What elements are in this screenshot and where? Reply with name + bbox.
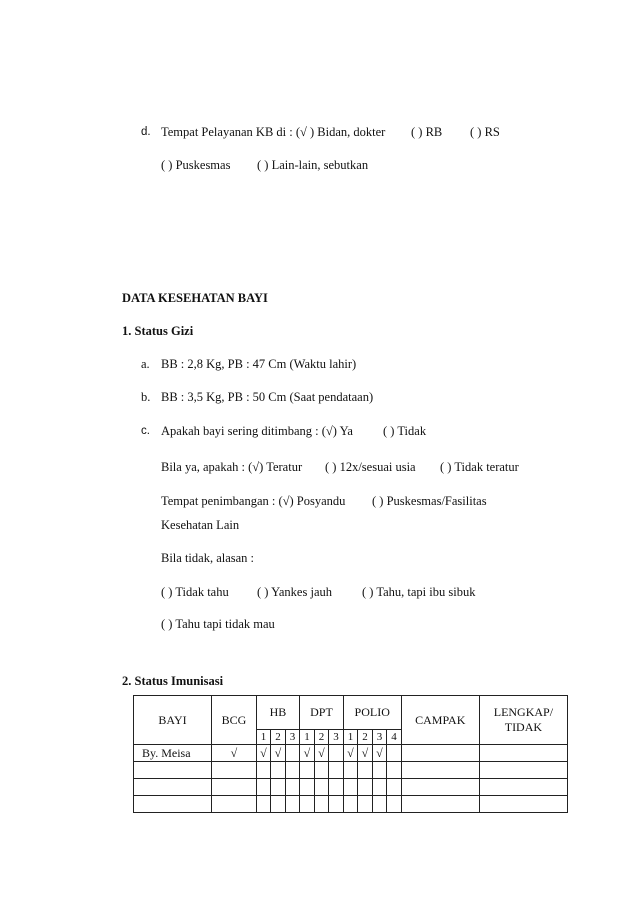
gizi-tempat-penimbangan: Tempat penimbangan : (√) Posyandu bbox=[161, 494, 346, 508]
table-row bbox=[134, 779, 568, 796]
gizi-bila-tidak: Bila tidak, alasan : bbox=[161, 551, 255, 565]
cell-campak bbox=[401, 745, 479, 762]
kb-option-puskesmas: ( ) Puskesmas bbox=[161, 158, 231, 172]
polio-dose-1: 1 bbox=[343, 730, 358, 745]
cell-dpt-3 bbox=[329, 779, 344, 796]
table-row bbox=[134, 796, 568, 813]
polio-dose-3: 3 bbox=[372, 730, 387, 745]
gizi-bila-ya: Bila ya, apakah : (√) Teratur bbox=[161, 460, 303, 474]
cell-polio-4 bbox=[387, 796, 402, 813]
gizi-c-tidak: ( ) Tidak bbox=[383, 424, 427, 438]
cell-lengkap bbox=[479, 779, 567, 796]
cell-polio-2 bbox=[358, 779, 373, 796]
header-campak: CAMPAK bbox=[401, 696, 479, 745]
cell-dpt-2: √ bbox=[314, 745, 329, 762]
cell-hb-3 bbox=[285, 779, 300, 796]
cell-hb-2: √ bbox=[271, 745, 286, 762]
polio-dose-4: 4 bbox=[387, 730, 402, 745]
cell-polio-4 bbox=[387, 762, 402, 779]
header-bayi: BAYI bbox=[134, 696, 212, 745]
cell-bayi bbox=[134, 779, 212, 796]
hb-dose-2: 2 bbox=[271, 730, 286, 745]
cell-hb-1 bbox=[256, 779, 271, 796]
cell-hb-3 bbox=[285, 762, 300, 779]
header-polio: POLIO bbox=[343, 696, 401, 730]
header-hb: HB bbox=[256, 696, 300, 730]
status-gizi-heading: 1. Status Gizi bbox=[122, 324, 194, 338]
gizi-b-letter: b. bbox=[141, 390, 151, 404]
cell-hb-1 bbox=[256, 796, 271, 813]
cell-bcg: √ bbox=[212, 745, 257, 762]
cell-bcg bbox=[212, 762, 257, 779]
hb-dose-1: 1 bbox=[256, 730, 271, 745]
hb-dose-3: 3 bbox=[285, 730, 300, 745]
gizi-option-tidak-tahu: ( ) Tidak tahu bbox=[161, 585, 229, 599]
dpt-dose-2: 2 bbox=[314, 730, 329, 745]
cell-polio-3: √ bbox=[372, 745, 387, 762]
polio-dose-2: 2 bbox=[358, 730, 373, 745]
cell-polio-1 bbox=[343, 779, 358, 796]
cell-hb-1 bbox=[256, 762, 271, 779]
cell-bayi: By. Meisa bbox=[134, 745, 212, 762]
header-lengkap-tidak: LENGKAP/ TIDAK bbox=[479, 696, 567, 745]
cell-hb-3 bbox=[285, 745, 300, 762]
cell-bayi bbox=[134, 762, 212, 779]
cell-hb-2 bbox=[271, 779, 286, 796]
cell-polio-1: √ bbox=[343, 745, 358, 762]
cell-polio-3 bbox=[372, 796, 387, 813]
gizi-b-text: BB : 3,5 Kg, PB : 50 Cm (Saat pendataan) bbox=[161, 390, 374, 404]
cell-lengkap bbox=[479, 762, 567, 779]
cell-polio-2: √ bbox=[358, 745, 373, 762]
kb-option-rb: ( ) RB bbox=[411, 125, 443, 139]
cell-polio-2 bbox=[358, 762, 373, 779]
cell-bcg bbox=[212, 796, 257, 813]
gizi-option-tahu-tidak-mau: ( ) Tahu tapi tidak mau bbox=[161, 617, 275, 631]
cell-dpt-1 bbox=[300, 796, 315, 813]
cell-lengkap bbox=[479, 796, 567, 813]
cell-dpt-1: √ bbox=[300, 745, 315, 762]
header-dpt: DPT bbox=[300, 696, 344, 730]
cell-campak bbox=[401, 796, 479, 813]
gizi-kesehatan-lain: Kesehatan Lain bbox=[161, 518, 240, 532]
table-row bbox=[134, 745, 568, 762]
cell-hb-2 bbox=[271, 762, 286, 779]
gizi-option-tahu-sibuk: ( ) Tahu, tapi ibu sibuk bbox=[362, 585, 476, 599]
cell-hb-3 bbox=[285, 796, 300, 813]
immunization-table bbox=[133, 695, 568, 813]
gizi-option-puskesmas-fasilitas: ( ) Puskesmas/Fasilitas bbox=[372, 494, 487, 508]
cell-polio-4 bbox=[387, 745, 402, 762]
dpt-dose-3: 3 bbox=[329, 730, 344, 745]
cell-polio-4 bbox=[387, 779, 402, 796]
cell-dpt-3 bbox=[329, 745, 344, 762]
gizi-a-letter: a. bbox=[141, 357, 150, 371]
cell-dpt-1 bbox=[300, 762, 315, 779]
cell-polio-3 bbox=[372, 762, 387, 779]
kb-option-rs: ( ) RS bbox=[470, 125, 500, 139]
dpt-dose-1: 1 bbox=[300, 730, 315, 745]
gizi-c-question: Apakah bayi sering ditimbang : (√) Ya bbox=[161, 424, 353, 438]
section-title: DATA KESEHATAN BAYI bbox=[122, 291, 268, 305]
gizi-option-12x: ( ) 12x/sesuai usia bbox=[325, 460, 416, 474]
gizi-option-tidak-teratur: ( ) Tidak teratur bbox=[440, 460, 519, 474]
status-imunisasi-heading: 2. Status Imunisasi bbox=[122, 674, 224, 688]
cell-dpt-3 bbox=[329, 762, 344, 779]
cell-dpt-1 bbox=[300, 779, 315, 796]
cell-dpt-3 bbox=[329, 796, 344, 813]
cell-polio-3 bbox=[372, 779, 387, 796]
cell-polio-1 bbox=[343, 796, 358, 813]
kb-option-lain: ( ) Lain-lain, sebutkan bbox=[257, 158, 369, 172]
cell-bcg bbox=[212, 779, 257, 796]
table-row bbox=[134, 762, 568, 779]
cell-hb-1: √ bbox=[256, 745, 271, 762]
cell-bayi bbox=[134, 796, 212, 813]
header-bcg: BCG bbox=[212, 696, 257, 745]
cell-campak bbox=[401, 762, 479, 779]
cell-campak bbox=[401, 779, 479, 796]
gizi-a-text: BB : 2,8 Kg, PB : 47 Cm (Waktu lahir) bbox=[161, 357, 357, 371]
gizi-c-letter: c. bbox=[141, 425, 150, 437]
cell-dpt-2 bbox=[314, 779, 329, 796]
cell-polio-2 bbox=[358, 796, 373, 813]
cell-polio-1 bbox=[343, 762, 358, 779]
kb-place-question: Tempat Pelayanan KB di : (√ ) Bidan, dokter bbox=[161, 125, 386, 139]
cell-dpt-2 bbox=[314, 762, 329, 779]
cell-hb-2 bbox=[271, 796, 286, 813]
cell-dpt-2 bbox=[314, 796, 329, 813]
kb-item-letter: d. bbox=[141, 126, 151, 138]
gizi-option-yankes-jauh: ( ) Yankes jauh bbox=[257, 585, 332, 599]
cell-lengkap bbox=[479, 745, 567, 762]
